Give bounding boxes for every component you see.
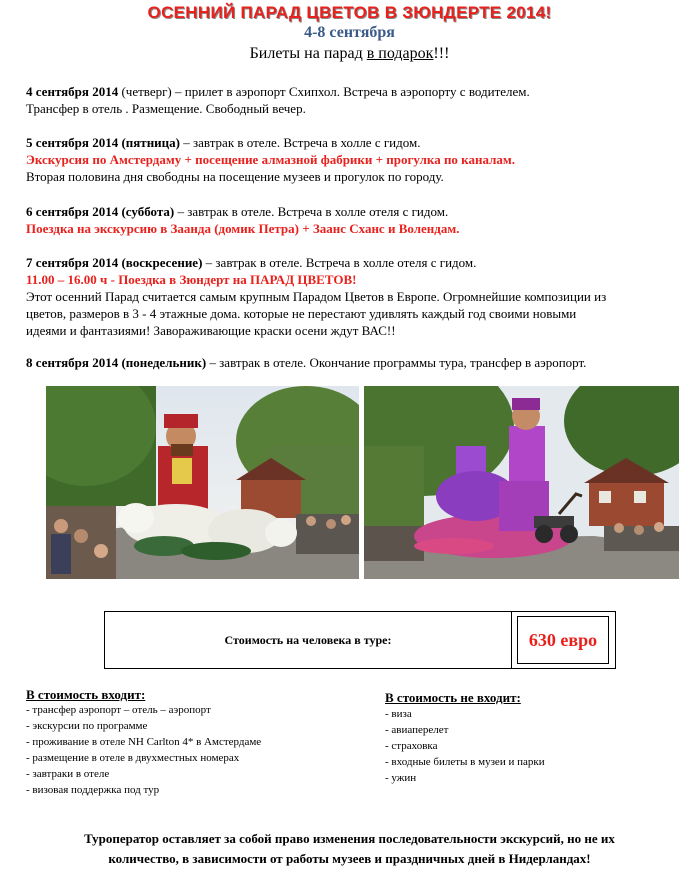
- day-3: [26, 203, 686, 237]
- excluded-item: - страховка: [385, 740, 438, 752]
- gift-line: [0, 45, 699, 63]
- day-3-highlight: Поездка на экскурсию в Заанда (домик Петра) + Заанс Сханс и Волендам.: [26, 221, 460, 236]
- parade-photo-lion-float: [46, 386, 359, 579]
- day-5: [26, 354, 686, 371]
- parade-photo-lion-float-image: [46, 386, 359, 579]
- price-box: [104, 611, 616, 669]
- day-4-line-2: цветов, размеров в 3 - 4 этажные дома. которые не перестают удивлять каждый год своими новыми: [26, 306, 577, 321]
- excluded-item: - авиаперелет: [385, 724, 449, 736]
- day-4-line-1: Этот осенний Парад считается самым крупным Парадом Цветов в Европе. Огромнейшие композиции из: [26, 289, 607, 304]
- day-4-date: 7 сентября 2014 (воскресение): [26, 255, 203, 270]
- day-2-highlight: Экскурсия по Амстердаму + посещение алмазной фабрики + прогулка по каналам.: [26, 152, 515, 167]
- excluded-item: - виза: [385, 708, 412, 720]
- included-list: [26, 702, 356, 798]
- page-title: ОСЕННИЙ ПАРАД ЦВЕТОВ В ЗЮНДЕРТЕ 2014!: [147, 3, 552, 22]
- event-dates: 4-8 сентября: [304, 24, 395, 41]
- included-item: - размещение в отеле в двухместных номерах: [26, 752, 240, 764]
- day-2-text: – завтрак в отеле. Встреча в холле с гидом.: [180, 135, 421, 150]
- price-divider: [511, 612, 512, 668]
- parade-photo-purple-float-image: [364, 386, 679, 579]
- excluded-item: - ужин: [385, 772, 417, 784]
- price-label: Стоимость на человека в туре:: [224, 632, 392, 647]
- day-2: [26, 134, 686, 185]
- day-2-date: 5 сентября 2014 (пятница): [26, 135, 180, 150]
- excluded-heading: В стоимость не входит:: [385, 690, 521, 705]
- day-1: [26, 83, 686, 117]
- footer-line-1: Туроператор оставляет за собой право изменения последовательности экскурсий, но не их: [84, 831, 615, 846]
- included-section: [26, 687, 356, 798]
- day-4-text: – завтрак в отеле. Встреча в холле отеля с гидом.: [202, 255, 477, 270]
- day-1-date: 4 сентября 2014: [26, 84, 119, 99]
- included-item: - визовая поддержка под тур: [26, 784, 160, 796]
- day-1-text: – прилет в аэропорт Схипхол. Встреча в аэропорту с водителем.: [171, 84, 530, 99]
- included-item: - проживание в отеле NH Carlton 4* в Амстердаме: [26, 736, 262, 748]
- excluded-list: [385, 706, 685, 786]
- excluded-item: - входные билеты в музеи и парки: [385, 756, 545, 768]
- parade-photo-purple-float: [364, 386, 679, 579]
- included-item: - завтраки в отеле: [26, 768, 110, 780]
- included-heading: В стоимость входит:: [26, 687, 146, 702]
- day-5-date: 8 сентября 2014 (понедельник): [26, 355, 207, 370]
- day-2-line: Вторая половина дня свободны на посещение музеев и прогулок по городу.: [26, 169, 444, 184]
- day-4-line-3: идеями и фантазиями! Завораживающие краски осени ждут ВАС!!: [26, 323, 396, 338]
- day-1-line: Трансфер в отель . Размещение. Свободный вечер.: [26, 101, 306, 116]
- day-3-text: – завтрак в отеле. Встреча в холле отеля с гидом.: [174, 204, 449, 219]
- day-4: [26, 254, 686, 339]
- day-3-date: 6 сентября 2014 (суббота): [26, 204, 175, 219]
- included-item: - трансфер аэропорт – отель – аэропорт: [26, 704, 211, 716]
- gift-prefix: Билеты на парад: [249, 45, 367, 62]
- day-4-highlight: 11.00 – 16.00 ч - Поездка в Зюндерт на ПАРАД ЦВЕТОВ!: [26, 272, 357, 287]
- footer-note: [0, 829, 699, 869]
- gift-underlined: в подарок: [366, 45, 434, 62]
- excluded-section: [385, 690, 685, 786]
- included-item: - экскурсии по программе: [26, 720, 148, 732]
- day-1-weekday: (четверг): [118, 84, 172, 99]
- footer-line-2: количество, в зависимости от работы музеев и праздничных дней в Нидерландах!: [108, 851, 591, 866]
- gift-suffix: !!!: [433, 45, 450, 62]
- day-5-text: – завтрак в отеле. Окончание программы тура, трансфер в аэропорт.: [206, 355, 587, 370]
- price-value: 630 евро: [517, 616, 609, 664]
